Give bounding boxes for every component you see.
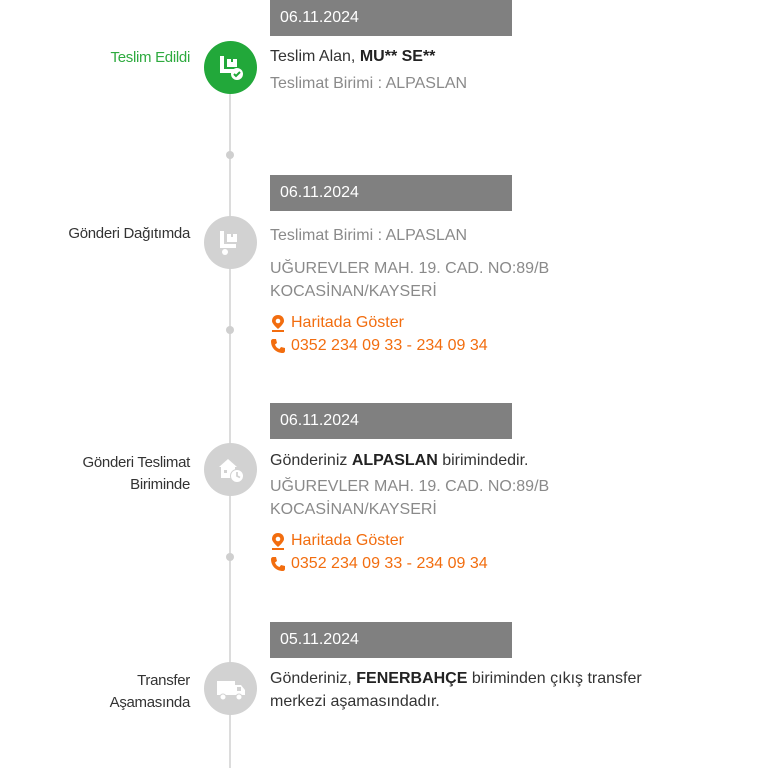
phone-link[interactable]: 0352 234 09 33 - 234 09 34 (270, 335, 488, 357)
map-pin-icon (270, 314, 286, 332)
date-bar: 05.11.2024 (270, 622, 512, 658)
receiver-info: Teslim Alan, MU** SE** (270, 48, 436, 65)
map-link[interactable]: Haritada Göster (270, 530, 404, 552)
status-label-delivered: Teslim Edildi (110, 49, 190, 66)
date-bar: 06.11.2024 (270, 403, 512, 439)
map-pin-icon (270, 532, 286, 550)
phone-icon (270, 556, 286, 572)
address-line: UĞUREVLER MAH. 19. CAD. NO:89/B (270, 260, 550, 277)
status-message: Gönderiniz, FENERBAHÇE biriminden çıkış transfer (270, 670, 642, 687)
address-line: UĞUREVLER MAH. 19. CAD. NO:89/B (270, 478, 550, 495)
truck-icon (204, 662, 257, 715)
address-line: KOCASİNAN/KAYSERİ (270, 283, 437, 300)
status-message-line2: merkezi aşamasındadır. (270, 693, 440, 710)
phone-icon (270, 338, 286, 354)
timeline-dot (226, 151, 234, 159)
timeline-dot (226, 553, 234, 561)
package-check-icon (204, 41, 257, 94)
phone-link[interactable]: 0352 234 09 33 - 234 09 34 (270, 553, 488, 575)
date-bar: 06.11.2024 (270, 0, 512, 36)
status-label-at-branch: Gönderi Teslimat Biriminde (82, 454, 190, 493)
status-label-transfer: Transfer Aşamasında (109, 672, 190, 711)
status-message: Gönderiniz ALPASLAN birimindedir. (270, 452, 529, 469)
map-link[interactable]: Haritada Göster (270, 312, 404, 334)
timeline-dot (226, 326, 234, 334)
date-bar: 06.11.2024 (270, 175, 512, 211)
status-label-out-for-delivery: Gönderi Dağıtımda (68, 225, 190, 242)
delivery-unit: Teslimat Birimi : ALPASLAN (270, 75, 468, 92)
delivery-unit: Teslimat Birimi : ALPASLAN (270, 227, 468, 244)
address-line: KOCASİNAN/KAYSERİ (270, 501, 437, 518)
courier-icon (204, 216, 257, 269)
branch-clock-icon (204, 443, 257, 496)
